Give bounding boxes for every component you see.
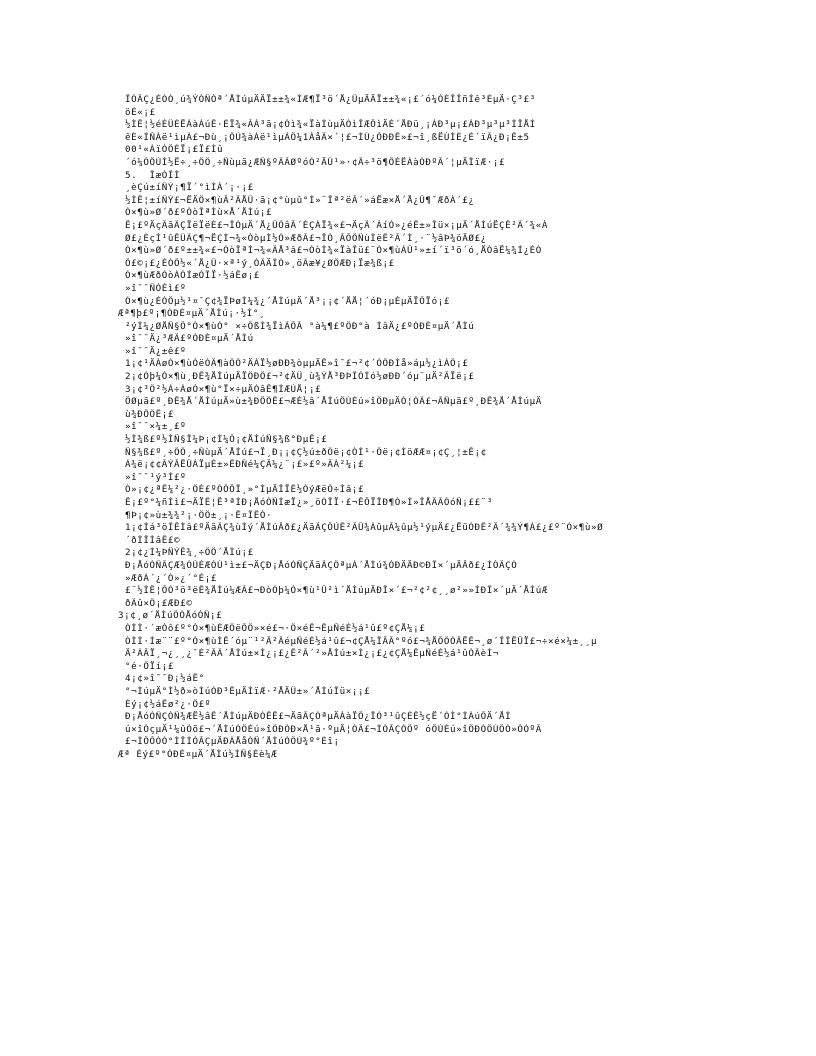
text-line: 4¡¢»î¯¯Ð¡½áÊ°: [125, 673, 205, 685]
text-line: ú×îÒçµÄ¹¼ûÒõ£¬´ÅÌúÓÖÉú»îÖÐÓÐ×Å¹ã·ºµÄ¦ÓÃ£¬ÌÒÃÇÒÔº óÔÚÉú»îÖÐÒÔÙÕÒ»ÕÒºÃ: [125, 723, 542, 735]
text-line: Á¾ë¡¢¢ÃÝÂËÛÁÏµÈ±»ÊÐÑé¼ÇÂ¼¿¨¡£»£º»ÃÀ²¼¡£: [125, 459, 365, 471]
heading-line: Æª Èý£º°ÓÐÈ¤µÄ´ÅÌú½ÌÑ§Éè¼Æ: [118, 748, 278, 760]
text-line: ÓÍÌ·´æÒô£º°Ó×¶ùÈÆÖëÕÔ»×é£¬·Ö×éÊ¬ÊµÑéÉ½á¹û£º¢ÇÅ¼¡£: [125, 622, 426, 634]
text-line: Èý¡¢½áÊø²¿·Ö£º: [125, 698, 211, 710]
text-line: öÉ«¡£: [125, 106, 156, 118]
text-line: °é·ÖÏí¡£: [125, 660, 175, 672]
document-body: [0, 94, 816, 761]
text-line: »î¯¯Ä¿±ê£º: [125, 345, 187, 357]
text-line: °¬ÌúµÄ°Ì½ð»òÌúÓÐ³ÊµÄÌïÆ·²ÅÄÜ±»´ÅÌúÎü×¡¡£: [125, 685, 371, 697]
text-line: ÖØµã£º¸ÐÊ¾Å´ÅÌúµÄ»ù±¾ÐÔÖÊ£¬ÆÈ½â´ÅÌúÔÚÉú»îÖÐµÄÓ¦ÓÃ£¬ÃÑµã£º¸ÐÊ¾Å´ÅÌúµÄ: [125, 396, 542, 408]
text-line: ½Ì¾ß£º½ÌÑ§Î¼Þ¡¢Ì¼Ô¡¢ÅÌúÑ§¾ß°ÐµÊ¡£: [125, 434, 328, 446]
text-line: Ò»¡¢¿ªÊ¼²¿·ÖÈ£ºÓÔÔÎ¸»°ÍµÄÎÏÊ½ÒýÆëÒ÷Ìâ¡£: [125, 484, 365, 496]
text-line: ÓÍÌ·Íæ¨¨£º°Ó×¶ùÌÊ´óµ¨¹²Â²ÂéµÑéÉ½á¹û£¬¢ÇÅ¼ÎÂÂ°ºó£¬¾ÅÕÖÓÂËÊ¬¸ø´ÎÎËÛÏ£¬÷×é×¼±¸¸µ: [125, 635, 598, 647]
heading-line: 3¡¢¸ø´ÅÌúÕÒÅóÓÑ¡£: [118, 610, 223, 622]
text-line: Ø£¿ÈçÌ¹ûÊÜÃÇ¶¬ËÇÍ¬¾«ÓòµÌ½Ò»ÆðÃ£¬ÎÒ¸ÃÕÕÑùÌëÊ²Ã´Ì¸·¨½âÞ¾öÄØ£¿: [125, 232, 487, 244]
text-line: 2¡¢Òþ¼Ó×¶ù¸ÐÊ¾ÅÌúµÄÏÖÐÔ£¬²¢ÄÜ¸ù¾ÝÅ³ÐÞÎÓÍó½øÐÐ´óµ¨µÄ²ÂÏë¡£: [125, 371, 475, 383]
text-line: Ð¡ÅóÓÑÃÇÆ¾ÓÚÈÆÓÚ¹ì±£¬ÄÇÐ¡ÅóÓÑÇÄãÃÇÖªµÀ´ÅÌú¾ÓÐÄÄÐ©ÐÎ×´µÄÂð£¿ÌÒÃÇÒ: [125, 559, 518, 571]
text-line: Ä²ÀÂÏ¸¬¿¸¸¿¯É²ÃÃ´ÅÌú±×Í¿¡£¿Ê²Ã´²»ÅÌú±×Í¿¡£¿¢ÇÅ¼ÊµÑéÉ½á¹ûÓÃèÍ¬: [125, 648, 500, 660]
text-line: ÎÒÃÇ¿ÉÒÒ¸ú¾ÝÒÑÓª´ÅÌúµÄÄÏ±±¾«ÍÆ¶Ï³ö´Å¿ÛµÄÄÏ±±¾«¡£´ó¼ÒÈÎÎñÍê³ÉµÄ·Ç³£³: [125, 94, 536, 105]
text-line: £¨½ÌÊ¦ÕÒ³ö³ëÊ¾ÅÌú¼ÆÃ£¬ÐòÒþ¼Ó×¶ù¹Û²ì´ÅÌúµÄÐÎ×´£¬²¢²¢¸¸ø²»»ÍÐÎ×´µÄ´ÅÌúÆ: [125, 585, 549, 597]
text-line: Ê¡£ºÄçÃãÃÇÏëÏëÈ£¬ÎÒµÄ´Å¿ÛÕâÃ´ÈÇÀÏ¾«£¬ÄçÃ´ÁíÒ»¿éÊ±»Îü×¡µÄ´ÅÌúËÇÊ²Ã´¾«À: [125, 219, 549, 231]
text-line: 1¡¢¹ÄÀøÓ×¶ùÓëÓÃ¶àÖÖ²ÄÁÏ½øÐÐ¾òµµÄÊ»î¯£¬²¢´ÓÖÐÌå»áµ½¿ìÀÖ¡£: [125, 358, 469, 370]
text-line: 1¡¢Ìá³öÎÊÌâ£ºÄãÃÇ¾ùÌý´ÅÌúÂð£¿ÄãÃÇÔÚÊ²ÃÛ¾ÀûµÃ¼ûµ½¹ýµÄ£¿ËüÓÐÊ²Ã´¾¾Ý¶À£¿£º¨Ó×¶ù»Ø: [125, 522, 604, 534]
text-line: 5. ÎæÓÎÌ: [125, 169, 181, 181]
text-line: Ê¡£º°¼ñÍì£¬ÄÏÊ¦Ë³ªÍÐ¡ÅóÓÑÍæÏ¿»¸öÓÎÏ·£¬ÊÔÏÎÐ¶Ò»Í»ÎÅÂÂÓóÑ¡££¨³: [125, 497, 493, 508]
text-line: ðÃû×Ö¡£ÆÐ£©: [125, 597, 193, 609]
text-line: £¬ÌÔÕÒÓ°ÍÎÌÒÃÇµÄÐÀÅåÓÑ´ÅÌúÓÖÙ¾º°Éî¡: [125, 736, 340, 748]
text-line: »ÆðÀ´¿´Ò»¿´°É¡£: [125, 572, 217, 584]
text-line: ²ýÍ¼¿ØÅÑ§Ô°Ó×¶ùÒ° ×÷ÕßÍ¾ÏìÃÕÃ °à¼¶£ºÖÐ°à ÌâÄ¿£ºÓÐÈ¤µÄ´ÅÌú: [125, 320, 475, 332]
text-line: Ð¡ÅóÓÑÇÒÑ¾ÆË½âÊ´ÅÌúµÄÐÒÊÊ£¬ÄãÃÇÒªµÄÀàÏÔ¿ÎÒ³¹ûÇÉÊ½çË´ÓÌ°ÍÀúÕÄ´ÅÌ: [125, 711, 512, 723]
text-line: êÈ«ÍÑÀë¹ìµÀ£¬Ðù¸¡ÔÚ¾àÀë¹ìµÀÔ¼1ÀåÃ×´¦£¬ÌÚ¿ÕÐÐÊ»£¬î¸ßËÙÌÈ¿É´ïÃ¿Ð¡Ê±5: [125, 131, 530, 143]
text-line: »î¯¯ÑÓÉì£º: [125, 282, 187, 294]
text-line: Ó×¶ù»Ø´ð£ºÒòÎªÌù×Å´ÅÌú¡£: [125, 207, 273, 219]
text-line: Ó×¶ù»Ø´ð£º±±¾«£¬ÒòÎªÍ¬¾«ÃÅ³â£¬ÒòÌ¾«ÏàÎü£¨Ó×¶ùÀÛ¹»±í´ï³ö´ó¸ÅÒâË¼¾Í¿ÉÒ: [125, 245, 542, 257]
text-line: Ô£©¡£¿ÉÒÔ½«´Å¿Û·×ª¹ý¸ÓÃÄÍÒ»¸öÃæ¥¿ØÖÆÐ¡Ïæ¾ß¡£: [125, 257, 395, 269]
text-line: 00¹«ÀïÒÔÉÏ¡£Ï£Íû: [125, 144, 224, 156]
text-line: »î¯¯×¼±¸£º: [125, 421, 187, 433]
heading-line: Æª¶þ£º¡¶ÓÐÈ¤µÄ´ÅÌú¡·½Ì°¸: [118, 308, 266, 320]
text-line: ù¾ÐÔÖÊ¡£: [125, 408, 175, 420]
text-line: ¶Þ¡¢»ù±¾¾²¡·ÖÖ±¸¡·Ê¤ÎÊÒ·: [125, 509, 273, 521]
text-line: ½ÌÊ¦±íÑÝ£¬ËÄÖ×¶ùÂ²ÃÅÛ·ã¡¢°ùµû°Í»¨Îª²ëÃ´»áËæ×Å´Å¿Û¶¯ÆðÀ´£¿: [125, 194, 475, 206]
text-line: 3¡¢³Ö²½À÷ÀøÓ×¶ù°Ï×÷µÄÒâÊ¶ÍÆÙÅ¦¡£: [125, 383, 322, 395]
text-line: »î¯¯Ä¿³ÆÃ£ºÓÐÈ¤µÄ´ÅÌú: [125, 333, 254, 345]
text-line: Ó×¶ùÆðÒòÀÓÍæÓÎÏ·½áÊø¡£: [125, 270, 260, 282]
text-line: Ñ§¾ß£º¸÷ÖÖ¸÷ÑùµÄ´ÅÌú£¬Ï¸Ð¡¡¢Ç½ú±ðÖë¡¢ÓÍ¹·Öë¡¢ÌöÆÆ¤¡¢Ç¸¦±Ê¡¢: [125, 446, 487, 458]
text-line: ´ðÌÎÌâÊ£©: [125, 534, 181, 546]
text-line: ½ÌÊ¦½éÉÜÈËÀàÀúÊ·ÉÏ¾«ÃÀ³ã¡¢Òì¾«ÏàÌùµÄÒìÎÆÔìÄÉ´ÅÐü¸¡ÁÐ³µ¡£ÁÐ³µ³µ³ÌÎÅÍ: [125, 119, 536, 131]
text-line: Ó×¶ù¿ÉÒÔµ½¹¤¯Ç¢¾ÏÞøÌ¼¾¿´ÅÌúµÄ´Å³¡¡¢´ÅÅ¦´óÐ¡µÈµÄÏÖÏó¡£: [125, 295, 450, 307]
text-line: ¸èÇú±íÑÝ¡¶Ï´°ìÌÀ´¡·¡£: [125, 182, 254, 194]
text-line: »î¯¯¹ý³Ì£º: [125, 471, 187, 483]
text-line: ´ó¼ÒÔÚÌ½Ë÷¸÷ÖÖ¸÷Ñùµã¿ÆÑ§ºÃÃØºóÒ²ÄÜ¹»·¢Ã÷³ö¶ÔÈËÀàÓÐºÃ´¦µÄÎïÆ·¡£: [125, 156, 506, 168]
text-line: 2¡¢¿Ì¼ÞÑÝÊ¾¸÷ÖÖ´ÅÌú¡£: [125, 547, 254, 559]
